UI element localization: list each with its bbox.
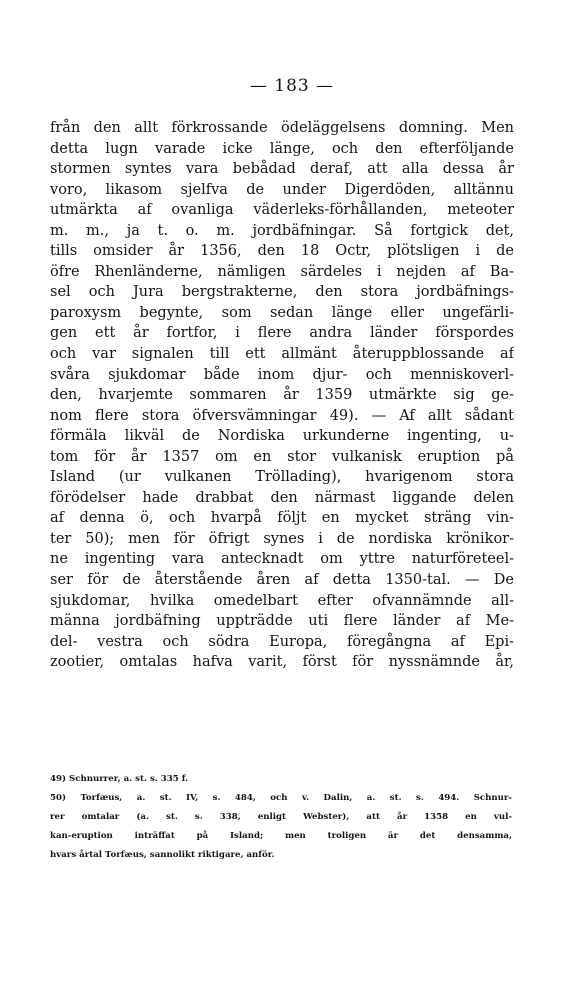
body-line: Island (ur vulkanen Tröllading), hvarigenom stora: [50, 469, 514, 486]
body-line: förödelser hade drabbat den närmast liggande delen: [50, 489, 514, 506]
footnote-49: 49) Schnurrer, a. st. s. 335 f.: [50, 774, 189, 784]
body-line: utmärkta af ovanliga väderleks-förhållanden, meteoter: [50, 202, 514, 219]
body-line: och var signalen till ett allmänt återuppblossande af: [50, 346, 514, 363]
footnote-line: hvars årtal Torfæus, sannolikt riktigare, anför.: [50, 850, 275, 860]
body-line: voro, likasom sjelfva de under Digerdöden, alltännu: [50, 181, 514, 198]
body-line: tom för år 1357 om en stor vulkanisk eruption på: [50, 448, 514, 465]
body-line: männa jordbäfning uppträdde uti flere länder af Me-: [50, 613, 514, 630]
body-line: gen ett år fortfor, i flere andra länder förspordes: [50, 325, 514, 342]
body-line: öfre Rhenländerne, nämligen särdeles i nejden af Ba-: [50, 263, 514, 280]
body-line: förmäla likväl de Nordiska urkunderne ingenting, u-: [50, 428, 514, 445]
footnotes: [50, 770, 512, 865]
body-line: ser för de återstående åren af detta 1350-tal. — De: [50, 572, 514, 589]
body-line: sel och Jura bergstrakterne, den stora jordbäfnings-: [50, 284, 514, 301]
body-line: zootier, omtalas hafva varit, först för nyssnämnde år,: [50, 654, 514, 671]
body-line: svåra sjukdomar både inom djur- och menniskoverl-: [50, 366, 514, 383]
body-line: ne ingenting vara antecknadt om yttre naturföreteel-: [50, 551, 514, 568]
footnote-line: rer omtalar (a. st. s. 338, enligt Webster), att år 1358 en vul-: [50, 812, 512, 822]
body-line: nom flere stora öfversvämningar 49). — Af allt sådant: [50, 407, 514, 424]
body-line: stormen syntes vara bebådad deraf, att alla dessa år: [50, 161, 514, 178]
body-line: del- vestra och södra Europa, föregångna af Epi-: [50, 633, 514, 650]
body-line: den, hvarjemte sommaren år 1359 utmärkte sig ge-: [50, 387, 514, 404]
body-line: från den allt förkrossande ödeläggelsens domning. Men: [50, 120, 514, 136]
body-line: detta lugn varade icke länge, och den efterföljande: [50, 140, 514, 157]
body-line: paroxysm begynte, som sedan länge eller ungefärli-: [50, 304, 514, 321]
body-line: ter 50); men för öfrigt synes i de nordiska krönikor-: [50, 530, 514, 547]
body-line: af denna ö, och hvarpå följt en mycket sträng vin-: [50, 510, 514, 527]
body-line: m. m., ja t. o. m. jordbäfningar. Så fortgick det,: [50, 222, 514, 239]
footnote-50: 50) Torfæus, a. st. IV, s. 484, och v. Dalin, a. st. s. 494. Schnur-: [50, 793, 512, 803]
body-line: tills omsider år 1356, den 18 Octr, plötsligen i de: [50, 243, 514, 260]
page-number: — 183 —: [249, 76, 335, 96]
body-text: [50, 118, 514, 673]
footnote-line: kan-eruption inträffat på Island; men troligen är det densamma,: [50, 831, 512, 841]
body-line: sjukdomar, hvilka omedelbart efter ofvannämnde all-: [50, 592, 514, 609]
